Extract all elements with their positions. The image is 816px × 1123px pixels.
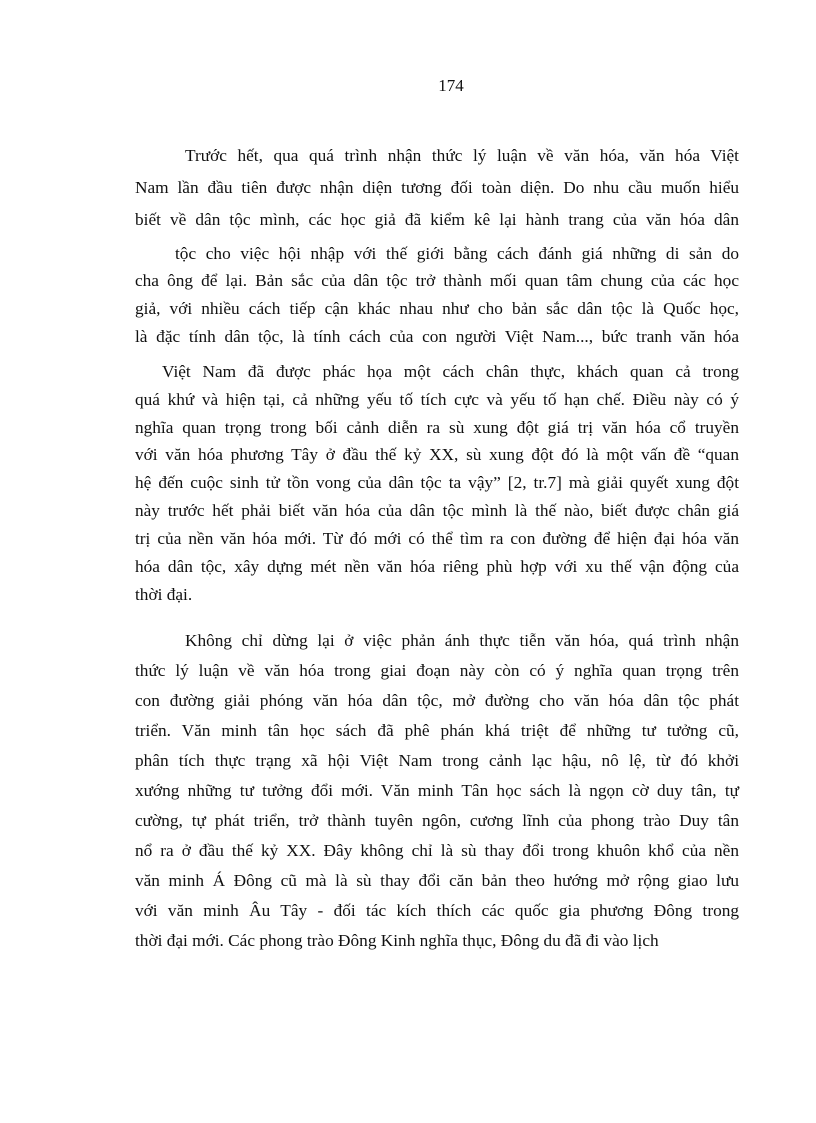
- text-line: văn minh Á Đông cũ mà là sù thay đổi căn bản theo hướng mở rộng giao lưu: [135, 871, 739, 890]
- text-line: với văn minh Âu Tây - đối tác kích thích các quốc gia phương Đông trong: [135, 901, 739, 920]
- text-line: Việt Nam đã được phác họa một cách chân thực, khách quan cả trong: [162, 362, 739, 381]
- text-line: xướng những tư tưởng đổi mới. Văn minh Tân học sách là ngọn cờ duy tân, tự: [135, 781, 739, 800]
- page-number: 174: [438, 76, 464, 95]
- text-line: cha ông để lại. Bản sắc của dân tộc trở thành mối quan tâm chung của các học: [135, 271, 739, 290]
- text-line: trị của nền văn hóa mới. Từ đó mới có thể tìm ra con đường để hiện đại hóa văn: [135, 529, 739, 548]
- text-line: này trước hết phải biết văn hóa của dân tộc mình là thế nào, biết được chân giá: [135, 501, 739, 520]
- text-line: phân tích thực trạng xã hội Việt Nam trong cảnh lạc hậu, nô lệ, từ đó khởi: [135, 751, 739, 770]
- text-line: cường, tự phát triển, trở thành tuyên ngôn, cương lĩnh của phong trào Duy tân: [135, 811, 739, 830]
- text-line: thời đại.: [135, 585, 193, 604]
- text-line: con đường giải phóng văn hóa dân tộc, mở đường cho văn hóa dân tộc phát: [135, 691, 739, 710]
- text-line: nghĩa quan trọng trong bối cảnh diễn ra sù xung đột giá trị văn hóa cổ truyền: [135, 418, 739, 437]
- text-line: Trước hết, qua quá trình nhận thức lý luận về văn hóa, văn hóa Việt: [185, 146, 739, 165]
- text-line: nổ ra ở đầu thế kỷ XX. Đây không chỉ là sù thay đổi trong khuôn khổ của nền: [135, 841, 739, 860]
- text-line: hệ đến cuộc sinh tử tồn vong của dân tộc ta vậy” [2, tr.7] mà giải quyết xung đột: [135, 473, 739, 492]
- text-line: là đặc tính dân tộc, là tính cách của con người Việt Nam..., bức tranh văn hóa: [135, 327, 739, 346]
- text-line: thức lý luận về văn hóa trong giai đoạn này còn có ý nghĩa quan trọng trên: [135, 661, 739, 680]
- text-line: Nam lần đầu tiên được nhận diện tương đối toàn diện. Do nhu cầu muốn hiểu: [135, 178, 739, 197]
- text-line: biết về dân tộc mình, các học giả đã kiểm kê lại hành trang của văn hóa dân: [135, 210, 739, 229]
- text-line: Không chỉ dừng lại ở việc phản ánh thực tiễn văn hóa, quá trình nhận: [185, 631, 739, 650]
- text-line: thời đại mới. Các phong trào Đông Kinh nghĩa thục, Đông du đã đi vào lịch: [135, 931, 659, 950]
- text-line: quá khứ và hiện tại, cả những yếu tố tích cực và yếu tố hạn chế. Điều này có ý: [135, 390, 739, 409]
- text-line: tộc cho việc hội nhập với thế giới bằng cách đánh giá những di sản do: [175, 244, 739, 263]
- text-line: với văn hóa phương Tây ở đầu thế kỷ XX, sù xung đột đó là một vấn đề “quan: [135, 445, 739, 464]
- text-line: triển. Văn minh tân học sách đã phê phán khá triệt để những tư tưởng cũ,: [135, 721, 739, 740]
- text-line: hóa dân tộc, xây dựng mét nền văn hóa riêng phù hợp với xu thế vận động của: [135, 557, 739, 576]
- text-line: giả, với nhiều cách tiếp cận khác nhau như cho bản sắc dân tộc là Quốc học,: [135, 299, 739, 318]
